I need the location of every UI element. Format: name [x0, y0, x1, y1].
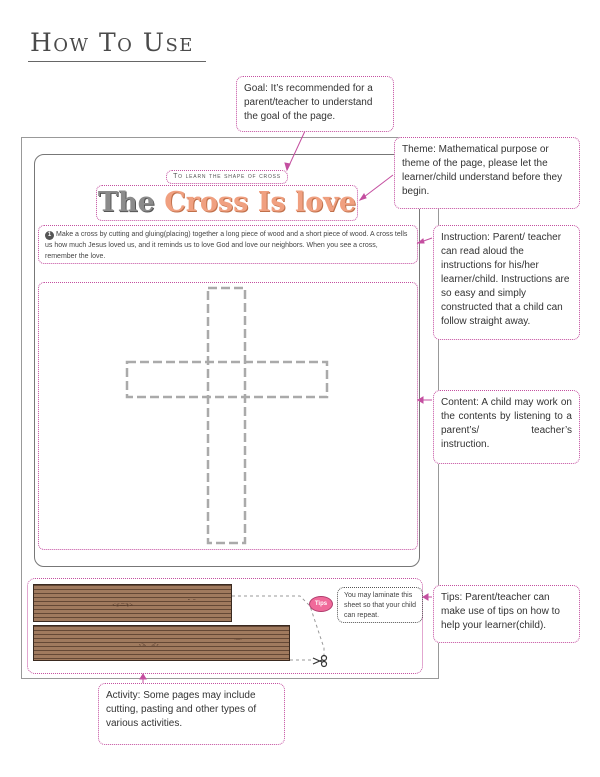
title-part-1: The: [97, 187, 165, 218]
page-heading: How To Use: [30, 28, 194, 57]
worksheet-subtitle: To learn the shape of cross: [166, 170, 288, 184]
title-part-3: love: [294, 187, 357, 218]
goal-callout: Goal: It’s recommended for a parent/teacher to understand the goal of the page.: [236, 76, 394, 132]
step-number-badge: 1: [45, 231, 54, 240]
title-part-2: Cross Is: [164, 187, 295, 218]
tips-note: You may laminate this sheet so that your child can repeat.: [337, 587, 423, 623]
instruction-callout: Instruction: Parent/ teacher can read aloud the instructions for his/her learner/child. Instructions are so easy and simply constructed that a child can follow straight away.: [433, 225, 580, 340]
instruction-text: Make a cross by cutting and gluing(placing) together a long piece of wood and a short piece of wood. A cross tells us how much Jesus loved us, and it reminds us to love God and love our neighbors. When you see a cross, remember the love.: [45, 231, 408, 260]
activity-callout: Activity: Some pages may include cutting, pasting and other types of various activities.: [98, 683, 285, 745]
tips-pin-icon: Tips: [309, 596, 333, 612]
content-callout: Content: A child may work on the contents by listening to a parent’s/ teacher’s instruction.: [433, 390, 580, 464]
tips-callout: Tips: Parent/teacher can make use of tips on how to help your learner(child).: [433, 585, 580, 643]
theme-callout: Theme: Mathematical purpose or theme of the page, please let the learner/child understand before they begin.: [394, 137, 580, 209]
